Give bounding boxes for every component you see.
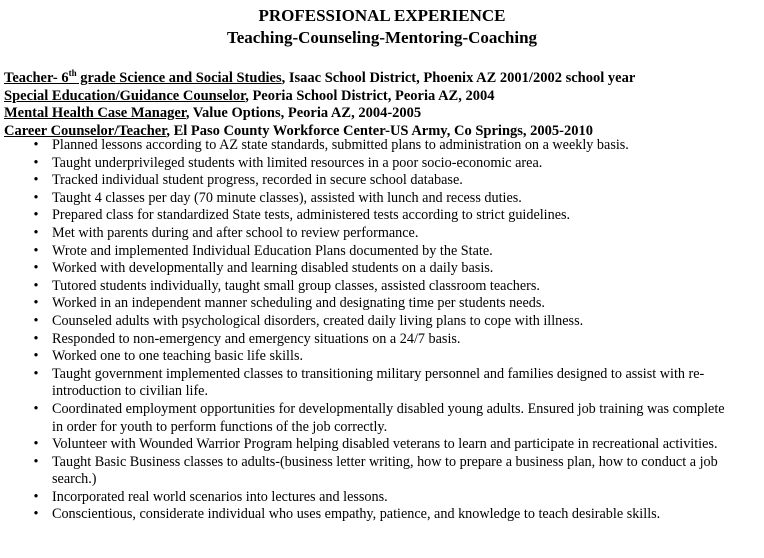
list-item: • Worked with developmentally and learning disabled students on a daily basis. <box>0 260 760 278</box>
bullet-icon: • <box>33 330 39 347</box>
bullet-icon: • <box>33 312 39 329</box>
bullet-icon: • <box>33 207 39 224</box>
duties-list <box>0 137 760 524</box>
bullet-icon: • <box>33 506 39 523</box>
bullet-icon: • <box>33 172 39 189</box>
job-details: , El Paso County Workforce Center-US Army, Co Springs, 2005-2010 <box>166 122 593 139</box>
bullet-icon: • <box>33 436 39 453</box>
list-item: • Coordinated employment opportunities for developmentally disabled young adults. Ensured job training was complete in order for youth to perform functions of the job correctly. <box>0 401 760 436</box>
list-item: • Worked in an independent manner scheduling and designating time per students needs. <box>0 295 760 313</box>
bullet-icon: • <box>33 277 39 294</box>
job-role: Mental Health Case Manager <box>4 105 186 122</box>
list-item: • Met with parents during and after school to review performance. <box>0 225 760 243</box>
job-details: , Peoria School District, Peoria AZ, 2004 <box>245 87 495 104</box>
bullet-icon: • <box>33 348 39 365</box>
bullet-icon: • <box>33 488 39 505</box>
list-item: • Taught Basic Business classes to adults-(business letter writing, how to prepare a business plan, how to conduct a job search.) <box>0 454 760 489</box>
job-entry <box>4 105 760 123</box>
list-item: • Counseled adults with psychological disorders, created daily living plans to cope with illness. <box>0 313 760 331</box>
bullet-icon: • <box>33 224 39 241</box>
bullet-icon: • <box>33 137 39 153</box>
bullet-icon: • <box>33 260 39 277</box>
list-item: • Taught government implemented classes to transitioning military personnel and families designed to assist with re-introduction to civilian life. <box>0 366 760 401</box>
job-role: Teacher- 6th grade Science and Social Studies <box>4 68 282 86</box>
list-item: • Planned lessons according to AZ state standards, submitted plans to administration on a weekly basis. <box>0 137 760 155</box>
job-role: Career Counselor/Teacher <box>4 122 167 139</box>
bullet-icon: • <box>33 154 39 171</box>
list-item: • Taught 4 classes per day (70 minute classes), assisted with lunch and recess duties. <box>0 190 760 208</box>
list-item: • Wrote and implemented Individual Education Plans documented by the State. <box>0 243 760 261</box>
bullet-icon: • <box>33 242 39 259</box>
bullet-icon: • <box>33 189 39 206</box>
list-item: • Worked one to one teaching basic life skills. <box>0 348 760 366</box>
list-item: • Taught underprivileged students with limited resources in a poor socio-economic area. <box>0 155 760 173</box>
list-item: • Tracked individual student progress, recorded in secure school database. <box>0 172 760 190</box>
list-item: • Volunteer with Wounded Warrior Program helping disabled veterans to learn and participate in recreational activities. <box>0 436 760 454</box>
section-title: PROFESSIONAL EXPERIENCE <box>258 6 506 25</box>
job-details: , Value Options, Peoria AZ, 2004-2005 <box>185 105 422 122</box>
job-role: Special Education/Guidance Counselor <box>4 87 246 104</box>
section-subtitle: Teaching-Counseling-Mentoring-Coaching <box>226 28 538 47</box>
bullet-icon: • <box>33 365 39 382</box>
job-entry <box>4 70 760 88</box>
job-details: , Isaac School District, Phoenix AZ 2001/2002 school year <box>281 70 636 86</box>
list-item: • Conscientious, considerate individual who uses empathy, patience, and knowledge to teach desirable skills. <box>0 506 760 524</box>
bullet-icon: • <box>33 453 39 470</box>
job-entry <box>4 88 760 106</box>
job-list <box>4 70 760 140</box>
list-item: • Prepared class for standardized State tests, administered tests according to strict guidelines. <box>0 207 760 225</box>
bullet-icon: • <box>33 400 39 417</box>
bullet-icon: • <box>33 295 39 312</box>
list-item: • Tutored students individually, taught small group classes, assisted classroom teachers. <box>0 278 760 296</box>
list-item: • Responded to non-emergency and emergency situations on a 24/7 basis. <box>0 331 760 349</box>
list-item: • Incorporated real world scenarios into lectures and lessons. <box>0 489 760 507</box>
